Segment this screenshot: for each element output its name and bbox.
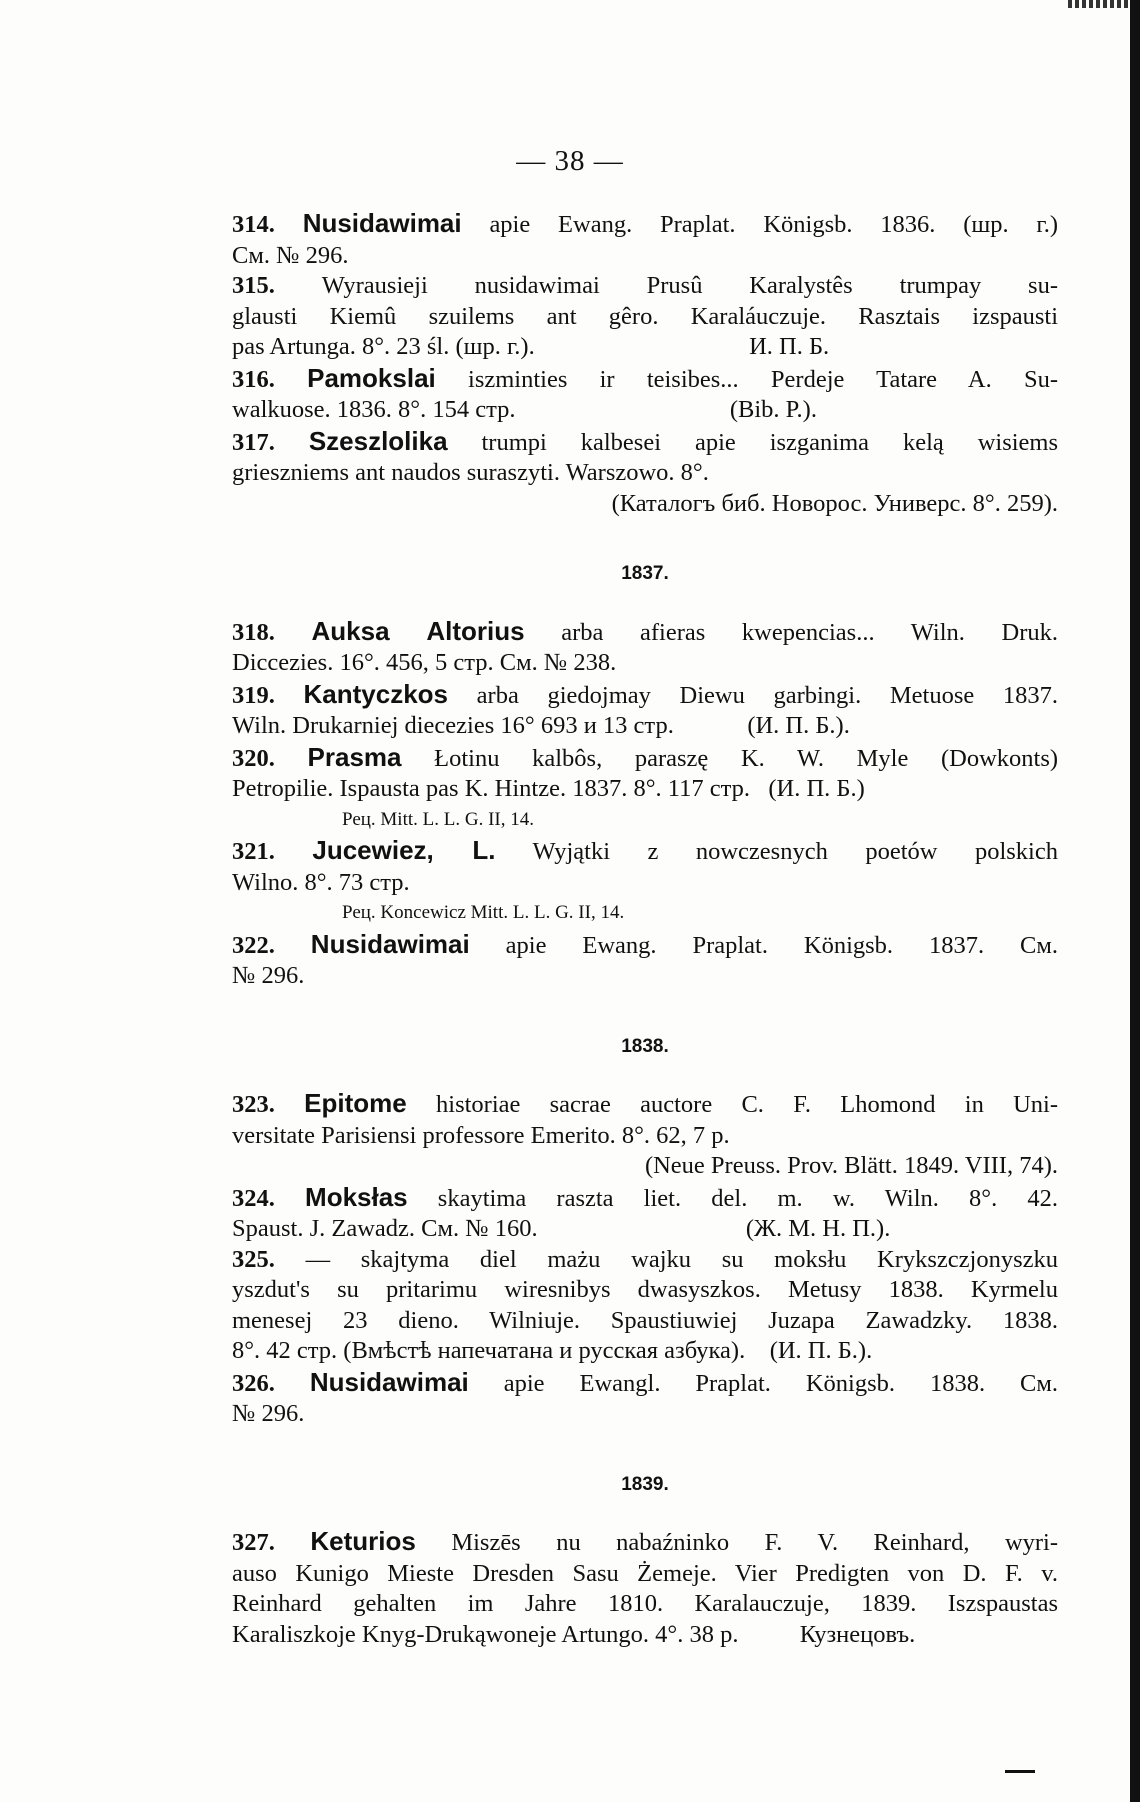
entry-line — [232, 711, 1058, 742]
entry-keyword: Moksłas — [305, 1181, 408, 1212]
entry-line — [232, 1367, 1058, 1400]
entry-keyword: Kantyczkos — [303, 678, 449, 709]
entry-line — [232, 395, 1058, 426]
entry-line — [232, 458, 1058, 489]
entry-line — [232, 961, 1058, 992]
entry-line — [232, 616, 1058, 649]
entry-line — [232, 208, 1058, 241]
entry-text: versitate Parisiensi professore Emerito. 8°. 62, 7 p. — [232, 1121, 730, 1149]
entry-line — [232, 1275, 1058, 1306]
entry-text: — skajtyma diel mażu wajku su moksłu Krykszczjonyszku — [305, 1245, 1059, 1273]
entry-text: Diccezies. 16°. 456, 5 стр. См. № 238. — [232, 649, 617, 676]
bibliography-entry — [232, 426, 1058, 520]
entry-keyword: Jucewiez, L. — [312, 835, 496, 865]
entry-text: skaytima raszta liet. del. m. w. Wiln. 8°. 42. — [437, 1184, 1058, 1212]
entry-line — [232, 363, 1058, 396]
entry-text: grieszniems ant naudos suraszyti. Warszowo. 8°. — [232, 459, 709, 486]
entry-number: 321. — [232, 838, 313, 865]
entry-number: 322. — [232, 931, 311, 959]
entry-text: № 296. — [232, 962, 305, 989]
entry-text: № 296. — [232, 1400, 305, 1427]
entry-number: 314. — [232, 211, 303, 238]
entry-text: Wiln. Drukarniej diecezies 16° 693 и 13 стр. (И. П. Б.). — [232, 712, 850, 739]
entry-keyword: Epitome — [304, 1088, 407, 1118]
entry-text: iszminties ir teisibes... Perdeje Tatare A. Su- — [468, 365, 1059, 393]
entry-line — [232, 1214, 1058, 1245]
entry-line — [232, 679, 1058, 712]
entry-line — [232, 426, 1058, 459]
entry-keyword: Pamokslai — [307, 362, 436, 393]
entry-text: Wyjątki z nowczesnych poetów polskich — [532, 838, 1058, 865]
entry-line — [232, 1088, 1058, 1121]
entry-number: 327. — [232, 1529, 311, 1556]
entry-text: Spaust. J. Zawadz. См. № 160. (Ж. М. Н. П.). — [232, 1215, 891, 1242]
entry-line — [232, 1121, 1058, 1152]
entry-number: 324. — [232, 1184, 306, 1212]
entry-text: Petropilie. Ispausta pas K. Hintze. 1837. 8°. 117 стр. (И. П. Б.) — [232, 775, 865, 802]
bibliography-entry — [232, 1526, 1058, 1650]
bibliography-content — [232, 208, 1058, 1650]
entry-keyword: Nusidawimai — [302, 208, 462, 238]
entry-review-reference: Рец. Koncewicz Mitt. L. L. G. II, 14. — [342, 902, 625, 923]
entry-keyword: Prasma — [307, 741, 402, 772]
entry-text: walkuose. 1836. 8°. 154 стр. (Bib. P.). — [232, 396, 817, 423]
bibliography-entry — [232, 679, 1058, 742]
entry-line — [232, 241, 1058, 272]
entry-number: 317. — [232, 428, 309, 456]
scan-mark — [1005, 1770, 1035, 1777]
entry-text: Łotinu kalbôs, paraszę K. W. Myle (Dowkonts) — [434, 744, 1059, 772]
entry-text: pas Artunga. 8°. 23 śl. (шр. г.). И. П. Б. — [232, 333, 830, 360]
entry-text: apie Ewang. Praplat. Königsb. 1837. См. — [505, 931, 1058, 959]
entry-line — [232, 929, 1058, 962]
bibliography-entry — [232, 742, 1058, 836]
year-heading: 1839. — [621, 1473, 669, 1495]
entry-number: 316. — [232, 365, 308, 393]
entry-line — [232, 648, 1058, 679]
entry-line — [232, 742, 1058, 775]
entry-line — [232, 868, 1058, 899]
entry-line — [232, 1589, 1058, 1620]
entry-text: arba afieras kwepencias... Wiln. Druk. — [561, 618, 1059, 646]
entry-keyword: Auksa Altorius — [311, 615, 525, 646]
bibliography-entry — [232, 208, 1058, 271]
entry-reference: (Neue Preuss. Prov. Blätt. 1849. VIII, 74). — [644, 1152, 1058, 1179]
entry-number: 320. — [232, 744, 308, 772]
scan-edge — [1130, 0, 1140, 1802]
entry-line — [232, 1620, 1058, 1651]
entry-number: 315. — [232, 272, 322, 299]
entry-text: arba giedojmay Diewu garbingi. Metuose 1837. — [476, 681, 1059, 709]
bibliography-entry — [232, 929, 1058, 992]
entry-text: menesej 23 dieno. Wilniuje. Spaustiuwiej Juzapa Zawadzky. 1838. — [232, 1306, 1058, 1334]
bibliography-entry — [232, 363, 1058, 426]
bibliography-entry — [232, 1088, 1058, 1182]
entry-text: Reinhard gehalten im Jahre 1810. Karalauczuje, 1839. Iszspaustas — [232, 1590, 1058, 1617]
entry-line — [232, 271, 1058, 302]
entry-line — [232, 835, 1058, 868]
entry-text: Karaliszkoje Knyg-Drukąwoneje Artungo. 4°. 38 p. Кузнецовъ. — [232, 1620, 916, 1648]
entry-text: apie Ewangl. Praplat. Königsb. 1838. См. — [503, 1369, 1059, 1397]
entry-text: Miszēs nu nabaźninko F. V. Reinhard, wyri- — [451, 1529, 1059, 1556]
entry-text: historiae sacrae auctore C. F. Lhomond in Uni- — [436, 1091, 1059, 1118]
entry-line — [232, 302, 1058, 333]
entry-line — [232, 1336, 1058, 1367]
entry-review-reference: Рец. Mitt. L. L. G. II, 14. — [342, 808, 534, 830]
entry-text: Wyrausieji nusidawimai Prusû Karalystês trumpay su- — [321, 272, 1059, 299]
entry-text: apie Ewang. Praplat. Königsb. 1836. (шр. г.) — [489, 211, 1059, 238]
bibliography-entry — [232, 1245, 1058, 1367]
entry-text: trumpi kalbesei apie iszganima kelą wisiems — [481, 428, 1058, 456]
entry-line — [232, 1245, 1058, 1276]
bibliography-entry — [232, 616, 1058, 679]
year-heading: 1837. — [621, 563, 669, 584]
entry-number: 325. — [232, 1245, 306, 1273]
bibliography-entry — [232, 1367, 1058, 1430]
entry-text: auso Kunigo Mieste Dresden Sasu Żemeje. Vier Predigten von D. F. v. — [232, 1559, 1058, 1587]
entry-keyword: Nusidawimai — [310, 928, 470, 959]
entry-text: yszdut's su pritarimu wiresnibys dwasyszkos. Metusy 1838. Kyrmelu — [232, 1276, 1058, 1303]
bibliography-entry — [232, 835, 1058, 929]
entry-line — [232, 1526, 1058, 1559]
entry-line — [232, 332, 1058, 363]
entry-text: glausti Kiemû szuilems ant gêro. Karaláuczuje. Rasztais izspausti — [232, 302, 1058, 330]
scan-noise — [1068, 0, 1128, 8]
entry-text: См. № 296. — [232, 241, 349, 269]
entry-line — [232, 1306, 1058, 1337]
entry-number: 319. — [232, 681, 304, 709]
entry-keyword: Keturios — [310, 1526, 416, 1556]
entry-keyword: Szeszlolika — [308, 425, 448, 456]
entry-line — [232, 1399, 1058, 1430]
entry-number: 323. — [232, 1091, 305, 1118]
bibliography-entry — [232, 1182, 1058, 1245]
entry-line — [232, 1559, 1058, 1590]
entry-number: 326. — [232, 1369, 310, 1397]
entry-text: 8°. 42 стр. (Вмѣстѣ напечатана и русская азбука). (И. П. Б.). — [232, 1337, 873, 1364]
entry-line — [232, 1182, 1058, 1215]
bibliography-entry — [232, 271, 1058, 363]
page-number: — 38 — — [516, 145, 624, 177]
entry-number: 318. — [232, 618, 312, 646]
year-heading: 1838. — [621, 1035, 669, 1057]
entry-text: Wilno. 8°. 73 стр. — [232, 868, 410, 896]
entry-keyword: Nusidawimai — [309, 1366, 469, 1397]
entry-reference: (Каталогъ биб. Новорос. Универс. 8°. 259). — [611, 489, 1058, 517]
entry-line — [232, 774, 1058, 805]
